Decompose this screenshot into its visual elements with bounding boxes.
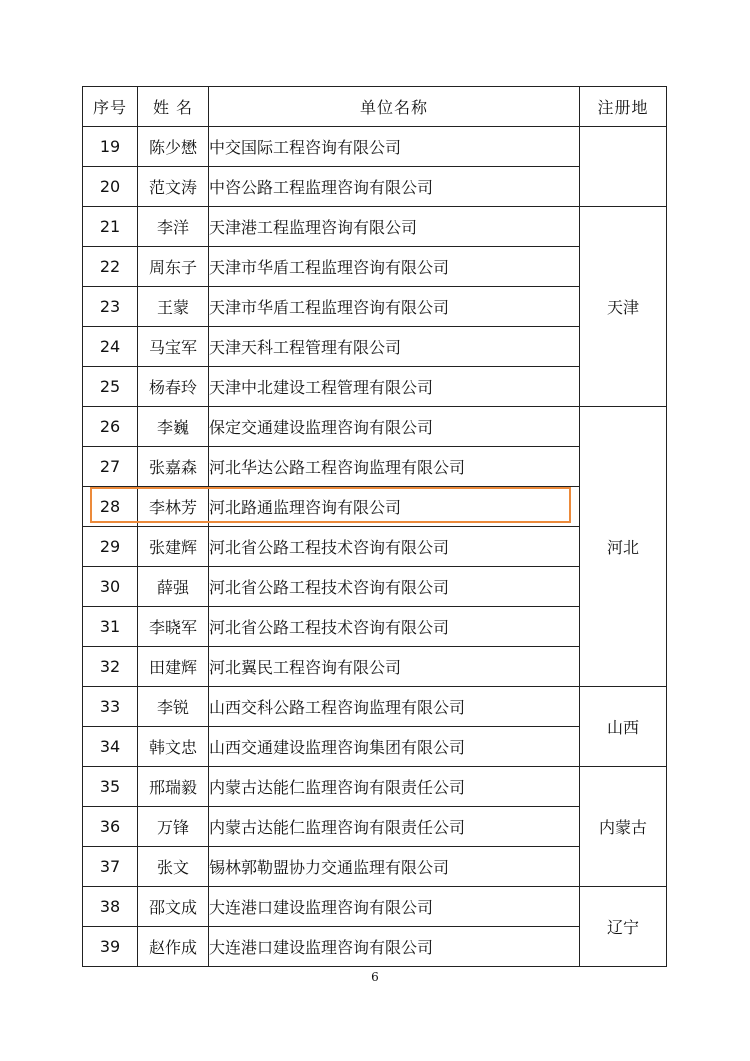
page-number: 6 [371, 970, 379, 984]
organization-cell: 大连港口建设监理咨询有限公司 [209, 927, 580, 967]
table-row [83, 607, 667, 647]
organization-cell: 中交国际工程咨询有限公司 [209, 127, 580, 167]
table-row [83, 647, 667, 687]
organization-cell: 河北省公路工程技术咨询有限公司 [209, 607, 580, 647]
table-row [83, 447, 667, 487]
table-row [83, 247, 667, 287]
region-cell-tianjin: 天津 [580, 207, 667, 407]
serial-number-cell: 19 [83, 127, 138, 167]
header-registration-place: 注册地 [580, 87, 667, 127]
table-row [83, 287, 667, 327]
serial-number-cell: 33 [83, 687, 138, 727]
name-cell: 范文涛 [138, 167, 209, 207]
serial-number-cell: 36 [83, 807, 138, 847]
serial-number-cell: 34 [83, 727, 138, 767]
table-row [83, 927, 667, 967]
header-organization: 单位名称 [209, 87, 580, 127]
organization-cell: 山西交通建设监理咨询集团有限公司 [209, 727, 580, 767]
serial-number-cell: 23 [83, 287, 138, 327]
name-cell: 万锋 [138, 807, 209, 847]
table-header-row [83, 87, 667, 127]
name-cell: 李晓军 [138, 607, 209, 647]
table-row [83, 567, 667, 607]
table-row [83, 847, 667, 887]
serial-number-cell: 21 [83, 207, 138, 247]
name-cell: 田建辉 [138, 647, 209, 687]
organization-cell: 河北翼民工程咨询有限公司 [209, 647, 580, 687]
serial-number-cell: 28 [83, 487, 138, 527]
organization-cell: 山西交科公路工程咨询监理有限公司 [209, 687, 580, 727]
region-cell-liaoning: 辽宁 [580, 887, 667, 967]
table-row [83, 887, 667, 927]
organization-cell: 保定交通建设监理咨询有限公司 [209, 407, 580, 447]
name-cell: 王蒙 [138, 287, 209, 327]
serial-number-cell: 35 [83, 767, 138, 807]
organization-cell: 河北华达公路工程咨询监理有限公司 [209, 447, 580, 487]
serial-number-cell: 20 [83, 167, 138, 207]
serial-number-cell: 24 [83, 327, 138, 367]
name-cell: 张嘉森 [138, 447, 209, 487]
organization-cell: 天津市华盾工程监理咨询有限公司 [209, 287, 580, 327]
table-row [83, 327, 667, 367]
organization-cell: 天津天科工程管理有限公司 [209, 327, 580, 367]
organization-cell: 内蒙古达能仁监理咨询有限责任公司 [209, 807, 580, 847]
organization-cell: 天津中北建设工程管理有限公司 [209, 367, 580, 407]
name-cell: 邵文成 [138, 887, 209, 927]
organization-cell: 天津市华盾工程监理咨询有限公司 [209, 247, 580, 287]
table-row [83, 167, 667, 207]
organization-cell: 大连港口建设监理咨询有限公司 [209, 887, 580, 927]
organization-cell: 天津港工程监理咨询有限公司 [209, 207, 580, 247]
name-cell: 赵作成 [138, 927, 209, 967]
organization-cell: 中咨公路工程监理咨询有限公司 [209, 167, 580, 207]
organization-cell: 锡林郭勒盟协力交通监理有限公司 [209, 847, 580, 887]
region-cell-shanxi: 山西 [580, 687, 667, 767]
registration-table [82, 86, 667, 967]
name-cell: 李洋 [138, 207, 209, 247]
table-row [83, 767, 667, 807]
organization-cell: 河北路通监理咨询有限公司 [209, 487, 580, 527]
header-serial-number: 序号 [83, 87, 138, 127]
region-cell-hebei: 河北 [580, 407, 667, 687]
region-cell [580, 127, 667, 207]
serial-number-cell: 39 [83, 927, 138, 967]
serial-number-cell: 31 [83, 607, 138, 647]
name-cell: 马宝军 [138, 327, 209, 367]
name-cell: 张建辉 [138, 527, 209, 567]
name-cell: 周东子 [138, 247, 209, 287]
serial-number-cell: 37 [83, 847, 138, 887]
name-cell: 李锐 [138, 687, 209, 727]
name-cell: 邢瑞毅 [138, 767, 209, 807]
name-cell: 薛强 [138, 567, 209, 607]
serial-number-cell: 22 [83, 247, 138, 287]
serial-number-cell: 27 [83, 447, 138, 487]
table-row [83, 367, 667, 407]
table-row [83, 407, 667, 447]
header-name: 姓 名 [138, 87, 209, 127]
name-cell: 陈少懋 [138, 127, 209, 167]
table-row [83, 727, 667, 767]
name-cell: 杨春玲 [138, 367, 209, 407]
name-cell: 李林芳 [138, 487, 209, 527]
serial-number-cell: 29 [83, 527, 138, 567]
table-row [83, 207, 667, 247]
table-row-highlighted[interactable] [83, 487, 667, 527]
serial-number-cell: 30 [83, 567, 138, 607]
table-row [83, 807, 667, 847]
region-cell-inner-mongolia: 内蒙古 [580, 767, 667, 887]
name-cell: 韩文忠 [138, 727, 209, 767]
table-row [83, 687, 667, 727]
organization-cell: 河北省公路工程技术咨询有限公司 [209, 527, 580, 567]
name-cell: 张文 [138, 847, 209, 887]
organization-cell: 河北省公路工程技术咨询有限公司 [209, 567, 580, 607]
table-row [83, 127, 667, 167]
serial-number-cell: 32 [83, 647, 138, 687]
table-row [83, 527, 667, 567]
serial-number-cell: 26 [83, 407, 138, 447]
organization-cell: 内蒙古达能仁监理咨询有限责任公司 [209, 767, 580, 807]
serial-number-cell: 25 [83, 367, 138, 407]
serial-number-cell: 38 [83, 887, 138, 927]
name-cell: 李巍 [138, 407, 209, 447]
